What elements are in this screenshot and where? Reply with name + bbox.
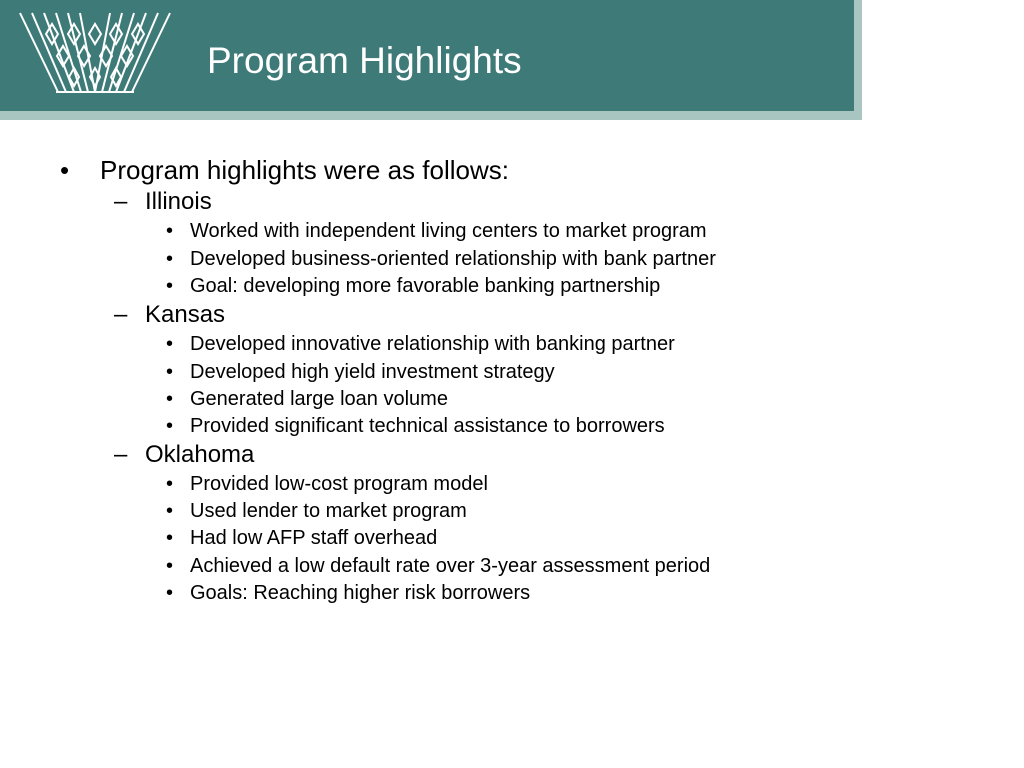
bullet-marker: • (166, 275, 174, 297)
list-item-text: Provided low-cost program model (190, 473, 488, 495)
list-item-text: Worked with independent living centers to market program (190, 220, 707, 242)
list-item-text: Developed high yield investment strategy (190, 361, 555, 383)
bullet-marker: • (166, 473, 174, 495)
bullet-marker: • (166, 220, 174, 242)
bullet-marker: • (60, 155, 70, 185)
list-item-text: Had low AFP staff overhead (190, 527, 438, 549)
bullet-marker: • (166, 555, 174, 577)
list-item-text: Provided significant technical assistance to borrowers (190, 415, 665, 437)
bullet-marker: • (166, 388, 174, 410)
bullet-marker: • (166, 582, 174, 604)
group-heading-text: Oklahoma (145, 441, 255, 468)
bullet-marker: • (166, 527, 174, 549)
list-item-text: Achieved a low default rate over 3-year assessment period (190, 555, 711, 577)
dash-marker: – (114, 301, 128, 328)
list-item-text: Developed business-oriented relationship with bank partner (190, 248, 716, 270)
dash-marker: – (114, 188, 128, 215)
list-item-text: Goals: Reaching higher risk borrowers (190, 582, 531, 604)
bullet-marker: • (166, 361, 174, 383)
bullet-marker: • (166, 415, 174, 437)
lead-text: Program highlights were as follows: (100, 155, 509, 185)
list-item-text: Goal: developing more favorable banking partnership (190, 275, 661, 297)
bullet-marker: • (166, 500, 174, 522)
bullet-marker: • (166, 333, 174, 355)
group-heading-text: Kansas (145, 301, 226, 328)
dash-marker: – (114, 441, 128, 468)
group-heading-text: Illinois (145, 188, 212, 215)
bullet-marker: • (166, 248, 174, 270)
slide-title: Program Highlights (207, 40, 522, 81)
list-item-text: Generated large loan volume (190, 388, 448, 410)
list-item-text: Developed innovative relationship with banking partner (190, 333, 675, 355)
list-item-text: Used lender to market program (190, 500, 467, 522)
